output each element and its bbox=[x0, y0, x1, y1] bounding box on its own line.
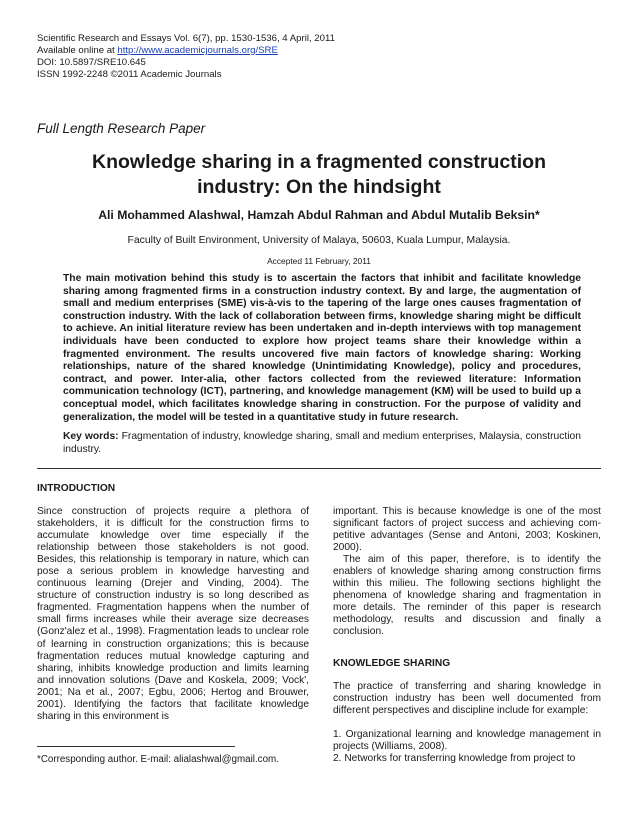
authors: Ali Mohammed Alashwal, Hamzah Abdul Rahman and Abdul Mutalib Beksin* bbox=[98, 208, 540, 222]
abstract: The main motivation behind this study is to ascertain the factors that inhibit and facilitate knowledge sharing among fragmented firms in a construction industry context. By and large, the augmentation of small and medium enterprises (SME) vis-à-vis to the tapering of the large ones causes fragmentation of construction industry. With the lack of collaboration between firms, knowledge sharing might be difficult to achieve. An initial literature review has been undertaken and in-depth interviews with top management individuals have been conducted to explore how project teams share their knowledge within a fragmented environment. The results uncovered five main factors of knowledge sharing: Working relationships, nature of the shared knowledge (Unintimidating Knowledge), policy and procedures, contract, and power. Inter-alia, other factors collected from the reviewed literature: Information communication technology (ICT), partnering, and knowledge management (KM) will be used to build up a conceptual model, which facilitates knowledge sharing in construction. For the purpose of validity and generalization, the model will be tested in a quantitative study in future research. bbox=[63, 273, 581, 423]
keywords-label: Key words: bbox=[63, 431, 119, 442]
list-item: 1. Organizational learning and knowledge management in projects (Williams, 2008). bbox=[333, 729, 601, 753]
knowledge-sharing-paragraph: The practice of transferring and sharing knowledge in construction industry has been well documented from different perspectives and discipline include for example: bbox=[333, 681, 601, 717]
affiliation: Faculty of Built Environment, University of Malaya, 50603, Kuala Lumpur, Malaysia. bbox=[127, 235, 511, 246]
right-column-text bbox=[333, 506, 601, 639]
accepted-date: Accepted 11 February, 2011 bbox=[267, 256, 371, 266]
journal-citation: Scientific Research and Essays Vol. 6(7), pp. 1530-1536, 4 April, 2011 bbox=[37, 33, 335, 44]
right-paragraph-2: The aim of this paper, therefore, is to identify the enablers of knowledge sharing among construction firms within this milieu. The following sections highlight the phenomena of knowledge sharing and fragmentation in more details. The reminder of this paper is research methodology, results and discussion and finally a conclusion. bbox=[333, 554, 601, 638]
availability-line: Available online at http://www.academicjournals.org/SRE bbox=[37, 45, 278, 56]
issn: ISSN 1992-2248 ©2011 Academic Journals bbox=[37, 69, 222, 80]
intro-paragraph: Since construction of projects require a plethora of stakeholders, it is difficult for the construction firms to accumulate knowledge over time especially if the relationship between those stakeholders is not good. Besides, this relationship is temporary in nature, which can pose a serious problem in knowledge harvesting and continuous learning (Drejer and Vinding, 2004). The structure of construction industry is so long described as fragmented. Fragmentation happens when the number of small firms increases while their average size decreases (Gonz'alez et al., 1998). Fragmentation leads to unclear role of learning in construction organizations; this is because fragmentation reduces mutual knowledge capturing and sharing, inhibits knowledge production and limits learning and innovation solutions (Dave and Koskela, 2009; Vock', 2001; Na et al., 2007; Egbu, 2006; Hertog and Brouwer, 2001). Identifying the factors that facilitate knowledge sharing in this environment is bbox=[37, 506, 309, 722]
footnote: *Corresponding author. E-mail: alialashwal@gmail.com. bbox=[37, 754, 279, 765]
intro-heading: INTRODUCTION bbox=[37, 483, 116, 494]
keywords bbox=[63, 431, 581, 456]
right-paragraph-1: important. This is because knowledge is one of the most significant factors of project success and achieving com-petitive advantages (Sense and Antoni, 2003; Koskinen, 2000). bbox=[333, 506, 601, 554]
keywords-text: Fragmentation of industry, knowledge sharing, small and medium enterprises, Malaysia, construction industry. bbox=[63, 431, 581, 455]
journal-header bbox=[37, 33, 335, 81]
knowledge-sharing-list bbox=[333, 729, 601, 765]
section-divider bbox=[37, 468, 601, 469]
list-item: 2. Networks for transferring knowledge from project to bbox=[333, 753, 576, 765]
paper-type: Full Length Research Paper bbox=[37, 121, 206, 136]
doi: DOI: 10.5897/SRE10.645 bbox=[37, 57, 146, 68]
paper-title: Knowledge sharing in a fragmented construction industry: On the hindsight bbox=[92, 151, 546, 198]
knowledge-sharing-heading: KNOWLEDGE SHARING bbox=[333, 658, 451, 669]
footnote-rule bbox=[37, 746, 235, 747]
journal-url-link[interactable]: http://www.academicjournals.org/SRE bbox=[117, 45, 278, 56]
